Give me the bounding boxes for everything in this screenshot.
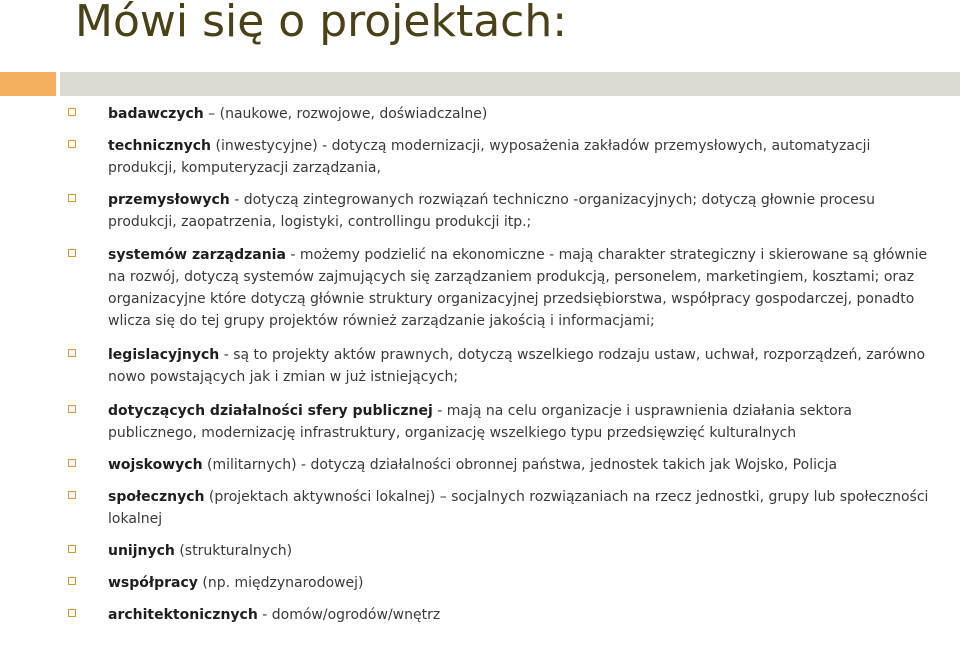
bullet-square-icon bbox=[68, 108, 76, 116]
bullet-square-icon bbox=[68, 609, 76, 617]
bullet-term: unijnych bbox=[108, 543, 175, 559]
bullet-term: architektonicznych bbox=[108, 607, 258, 623]
project-types-list bbox=[68, 103, 938, 626]
bullet-description: (projektach aktywności lokalnej) – socjalnych rozwiązaniach na rzecz jednostki, grupy lub społeczności lokalnej bbox=[108, 489, 929, 527]
list-item-legislacyjnych bbox=[68, 344, 938, 388]
bullet-description: - możemy podzielić na ekonomiczne - mają charakter strategiczny i skierowane są głównie na rozwój, dotyczą systemów zajmujących się zarządzaniem produkcją, personelem, marketingiem, kosztami; oraz organizacyjne które dotyczą głównie struktury organizacyjnej przedsiębiorstwa, współpracy gospodarczej, ponadto wlicza się do tej grupy projektów również zarządzanie jakością i informacjami; bbox=[108, 247, 928, 329]
bullet-term: technicznych bbox=[108, 138, 212, 154]
bullet-term: badawczych bbox=[108, 106, 204, 122]
bullet-description: - dotyczą zintegrowanych rozwiązań techniczno -organizacyjnych; dotyczą głownie procesu produkcji, zaopatrzenia, logistyki, controllingu produkcji itp.; bbox=[108, 192, 875, 230]
bullet-square-icon bbox=[68, 140, 76, 148]
bullet-square-icon bbox=[68, 545, 76, 553]
bullet-description: (np. międzynarodowej) bbox=[197, 575, 364, 591]
bullet-description: – (naukowe, rozwojowe, doświadczalne) bbox=[203, 106, 488, 122]
bullet-square-icon bbox=[68, 459, 76, 467]
list-item-spolecznych bbox=[68, 486, 938, 530]
bullet-description: - są to projekty aktów prawnych, dotyczą wszelkiego rodzaju ustaw, uchwał, rozporządzeń, zarówno nowo powstających jak i zmian w już istniejących; bbox=[108, 347, 926, 385]
bullet-description: (inwestycyjne) - dotyczą modernizacji, wyposażenia zakładów przemysłowych, automatyzacji produkcji, komputeryzacji zarządzania, bbox=[108, 138, 871, 176]
bullet-square-icon bbox=[68, 249, 76, 257]
accent-bar-orange bbox=[0, 72, 56, 96]
bullet-term: społecznych bbox=[108, 489, 205, 505]
list-item-wojskowych bbox=[68, 454, 938, 476]
bullet-term: dotyczących działalności sfery publicznej bbox=[108, 403, 433, 419]
bullet-square-icon bbox=[68, 491, 76, 499]
bullet-term: wojskowych bbox=[108, 457, 203, 473]
list-item-wspolpracy bbox=[68, 572, 938, 594]
bullet-description: - domów/ogrodów/wnętrz bbox=[257, 607, 441, 623]
bullet-description: (militarnych) - dotyczą działalności obronnej państwa, jednostek takich jak Wojsko, Policja bbox=[202, 457, 838, 473]
bullet-term: przemysłowych bbox=[108, 192, 230, 208]
bullet-square-icon bbox=[68, 577, 76, 585]
bullet-square-icon bbox=[68, 405, 76, 413]
list-item-unijnych bbox=[68, 540, 938, 562]
bullet-term: legislacyjnych bbox=[108, 347, 220, 363]
bullet-square-icon bbox=[68, 349, 76, 357]
list-item-architektonicznych bbox=[68, 604, 938, 626]
list-item-systemow-zarzadzania bbox=[68, 244, 938, 332]
bullet-description: - mają na celu organizacje i usprawnienia działania sektora publicznego, modernizację infrastruktury, organizację wszelkiego typu przedsięwzięć kulturalnych bbox=[108, 403, 853, 441]
slide-title: Mówi się o projektach: bbox=[75, 0, 568, 47]
bullet-description: (strukturalnych) bbox=[174, 543, 293, 559]
list-item-technicznych bbox=[68, 135, 938, 179]
list-item-badawczych bbox=[68, 103, 938, 125]
list-item-sfery-publicznej bbox=[68, 400, 938, 444]
bullet-term: współpracy bbox=[108, 575, 198, 591]
list-item-przemyslowych bbox=[68, 189, 938, 233]
accent-bar-gray bbox=[60, 72, 960, 96]
bullet-term: systemów zarządzania bbox=[108, 247, 286, 263]
bullet-square-icon bbox=[68, 194, 76, 202]
